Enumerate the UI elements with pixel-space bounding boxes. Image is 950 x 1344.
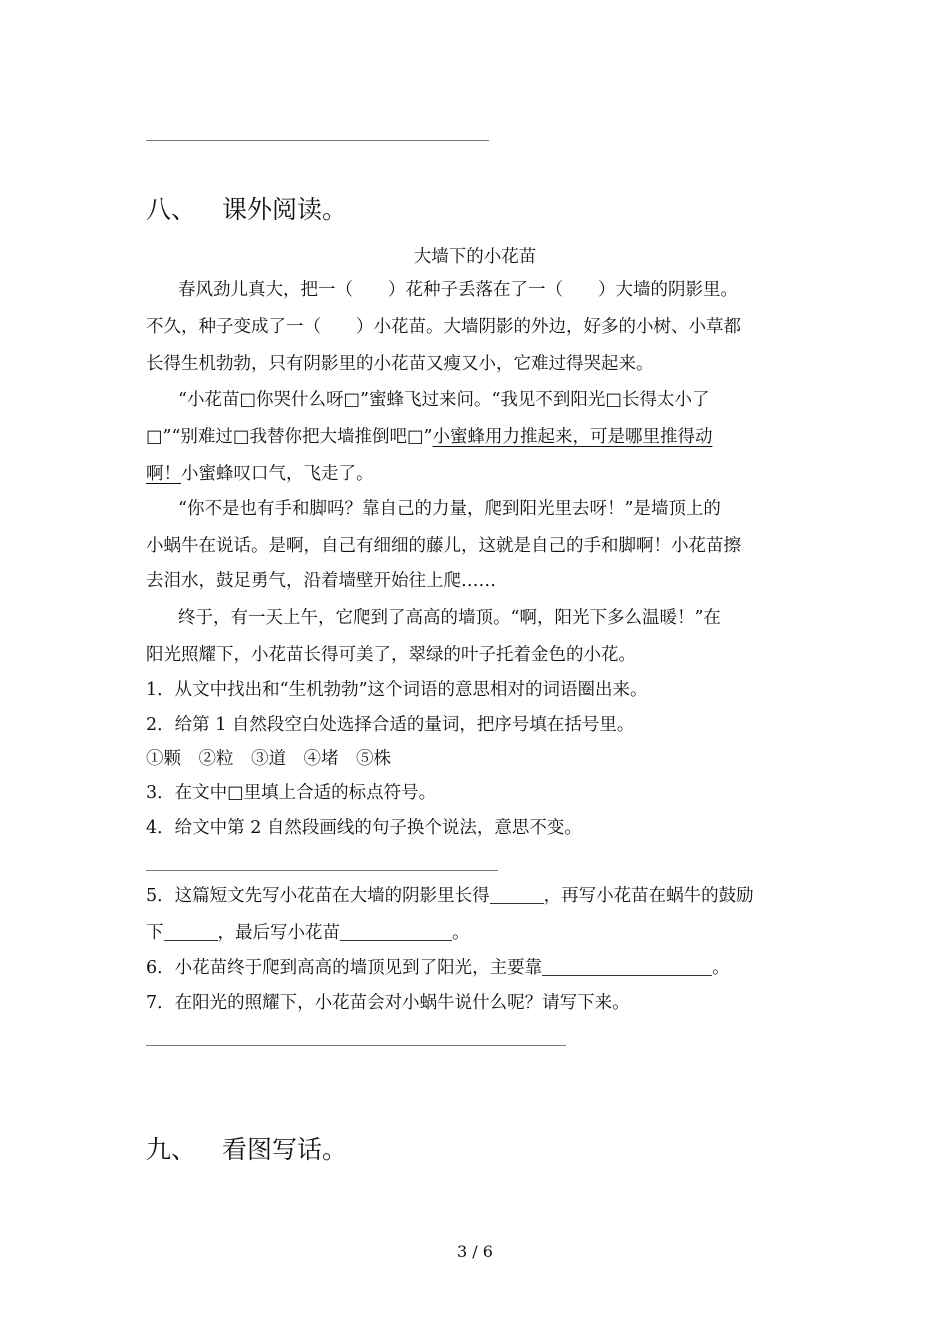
q6-blank[interactable] [542, 957, 712, 976]
section-9-number: 九、 [146, 1135, 197, 1164]
story-line-5-text: □”“别难过□我替你把大墙推倒吧□” [146, 427, 433, 447]
story-line-6-text: 小蜜蜂叹口气，飞走了。 [181, 464, 374, 484]
underlined-sentence-part-2: 啊！ [146, 464, 181, 484]
question-5-line-2 [146, 921, 470, 945]
story-line-7: “你不是也有手和脚吗？靠自己的力量，爬到阳光里去呀！”是墙顶上的 [178, 499, 721, 519]
question-1: 1．从文中找出和“生机勃勃”这个词语的意思相对的词语圈出来。 [146, 680, 648, 700]
underlined-sentence-part-1: 小蜜蜂用力推起来，可是哪里推得动 [432, 427, 713, 447]
section-8-number: 八、 [146, 195, 197, 224]
question-7: 7．在阳光的照耀下，小花苗会对小蜗牛说什么呢？请写下来。 [146, 993, 630, 1013]
answer-line-q4[interactable] [146, 870, 498, 871]
question-6 [146, 956, 730, 980]
question-5-line-1 [146, 884, 754, 908]
section-8-title: 课外阅读。 [222, 195, 348, 224]
question-5-text-a: 5．这篇短文先写小花苗在大墙的阴影里长得 [146, 886, 490, 906]
q5-blank-2[interactable] [164, 922, 218, 941]
section-9-title: 看图写话。 [222, 1135, 348, 1164]
question-4: 4．给文中第 2 自然段画线的句子换个说法，意思不变。 [146, 818, 582, 838]
story-line-11: 阳光照耀下，小花苗长得可美了，翠绿的叶子托着金色的小花。 [146, 645, 636, 665]
story-line-1: 春风劲儿真大，把一（ ）花种子丢落在了一（ ）大墙的阴影里。 [178, 280, 738, 300]
story-line-10: 终于，有一天上午，它爬到了高高的墙顶。“啊，阳光下多么温暖！”在 [178, 608, 721, 628]
section-9-heading [146, 1130, 347, 1166]
section-8-heading [146, 190, 347, 226]
page-number: 3 / 6 [457, 1242, 493, 1261]
story-line-2: 不久，种子变成了一（ ）小花苗。大墙阴影的外边，好多的小树、小草都 [146, 317, 741, 337]
story-line-3: 长得生机勃勃，只有阴影里的小花苗又瘦又小，它难过得哭起来。 [146, 354, 654, 374]
question-6-text-b: 。 [712, 958, 730, 978]
answer-line-top [146, 140, 489, 141]
question-2: 2．给第 1 自然段空白处选择合适的量词，把序号填在括号里。 [146, 715, 635, 735]
story-line-6 [146, 462, 374, 486]
story-line-8: 小蜗牛在说话。是啊，自己有细细的藤儿，这就是自己的手和脚啊！小花苗擦 [146, 536, 741, 556]
q5-blank-3[interactable] [340, 922, 452, 941]
question-5-text-e: 。 [452, 923, 470, 943]
question-5-text-c: 下 [146, 923, 164, 943]
question-6-text-a: 6．小花苗终于爬到高高的墙顶见到了阳光，主要靠 [146, 958, 543, 978]
story-line-4: “小花苗□你哭什么呀□”蜜蜂飞过来问。“我见不到阳光□长得太小了 [178, 390, 710, 410]
question-5-text-b: ，再写小花苗在蜗牛的鼓励 [543, 886, 754, 906]
story-title: 大墙下的小花苗 [413, 247, 537, 267]
question-3: 3．在文中□里填上合适的标点符号。 [146, 783, 437, 803]
q5-blank-1[interactable] [490, 885, 544, 904]
answer-line-q7[interactable] [146, 1045, 566, 1046]
story-line-5 [146, 425, 712, 449]
question-2-options: ①颗 ②粒 ③道 ④堵 ⑤株 [146, 749, 391, 769]
question-5-text-d: ，最后写小花苗 [217, 923, 340, 943]
story-line-9: 去泪水，鼓足勇气，沿着墙壁开始往上爬…… [146, 571, 496, 591]
